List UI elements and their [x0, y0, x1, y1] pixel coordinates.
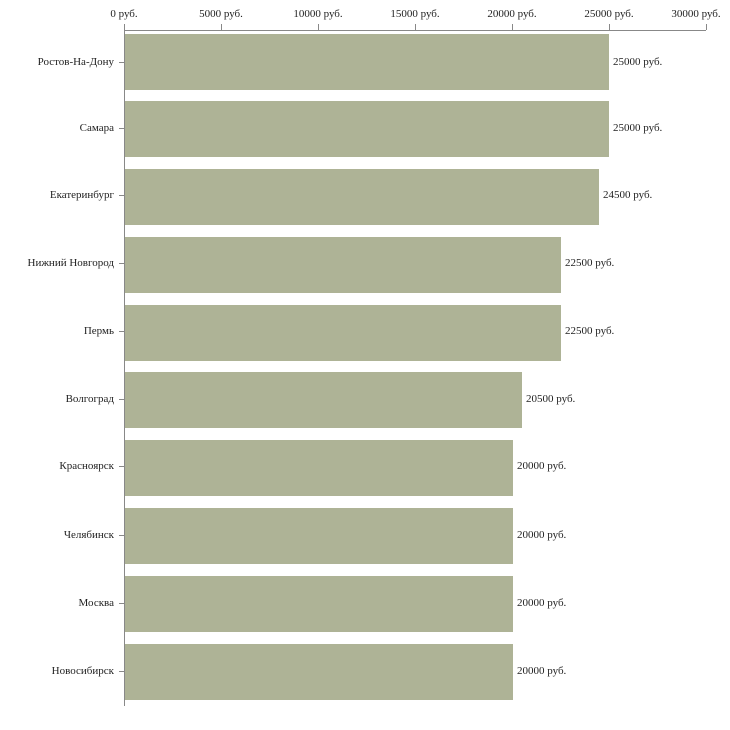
y-tick-mark-4	[119, 331, 124, 332]
y-tick-mark-7	[119, 535, 124, 536]
bar-value-9: 20000 руб.	[517, 665, 567, 677]
x-tick-mark-2	[318, 24, 319, 30]
x-tick-mark-6	[706, 24, 707, 30]
bar-value-1: 25000 руб.	[613, 122, 663, 134]
y-tick-mark-5	[119, 399, 124, 400]
bar-9[interactable]	[125, 644, 513, 700]
x-tick-mark-4	[512, 24, 513, 30]
x-axis-line	[124, 30, 706, 31]
y-tick-mark-0	[119, 62, 124, 63]
y-tick-mark-2	[119, 195, 124, 196]
y-tick-label-4: Пермь	[83, 325, 114, 337]
bar-0[interactable]	[125, 34, 609, 90]
x-tick-mark-0	[124, 24, 125, 30]
bar-value-0: 25000 руб.	[613, 56, 663, 68]
bar-7[interactable]	[125, 508, 513, 564]
bar-value-3: 22500 руб.	[565, 257, 615, 269]
bar-3[interactable]	[125, 237, 561, 293]
y-tick-label-8: Москва	[78, 597, 114, 609]
x-tick-label-6: 30000 руб.	[671, 8, 721, 20]
y-tick-label-0: Ростов-На-Дону	[37, 56, 114, 68]
x-tick-label-0: 0 руб.	[110, 8, 138, 20]
bar-8[interactable]	[125, 576, 513, 632]
bar-1[interactable]	[125, 101, 609, 157]
y-tick-label-2: Екатеринбург	[49, 189, 114, 201]
y-tick-mark-9	[119, 671, 124, 672]
bar-value-4: 22500 руб.	[565, 325, 615, 337]
x-tick-mark-1	[221, 24, 222, 30]
y-tick-mark-6	[119, 466, 124, 467]
x-tick-mark-5	[609, 24, 610, 30]
x-tick-label-2: 10000 руб.	[293, 8, 343, 20]
y-tick-label-6: Красноярск	[59, 460, 114, 472]
x-tick-mark-3	[415, 24, 416, 30]
bar-6[interactable]	[125, 440, 513, 496]
bar-value-7: 20000 руб.	[517, 529, 567, 541]
y-tick-label-5: Волгоград	[65, 393, 114, 405]
x-tick-label-1: 5000 руб.	[199, 8, 243, 20]
bar-value-2: 24500 руб.	[603, 189, 653, 201]
bar-5[interactable]	[125, 372, 522, 428]
bar-value-8: 20000 руб.	[517, 597, 567, 609]
x-tick-label-4: 20000 руб.	[487, 8, 537, 20]
bar-value-6: 20000 руб.	[517, 460, 567, 472]
y-tick-label-9: Новосибирск	[51, 665, 114, 677]
x-tick-label-3: 15000 руб.	[390, 8, 440, 20]
bar-value-5: 20500 руб.	[526, 393, 576, 405]
y-tick-mark-1	[119, 128, 124, 129]
y-tick-label-7: Челябинск	[63, 529, 114, 541]
y-tick-mark-3	[119, 263, 124, 264]
y-tick-label-3: Нижний Новгород	[27, 257, 114, 269]
y-tick-label-1: Самара	[79, 122, 114, 134]
y-tick-mark-8	[119, 603, 124, 604]
bar-2[interactable]	[125, 169, 599, 225]
bar-4[interactable]	[125, 305, 561, 361]
x-tick-label-5: 25000 руб.	[584, 8, 634, 20]
